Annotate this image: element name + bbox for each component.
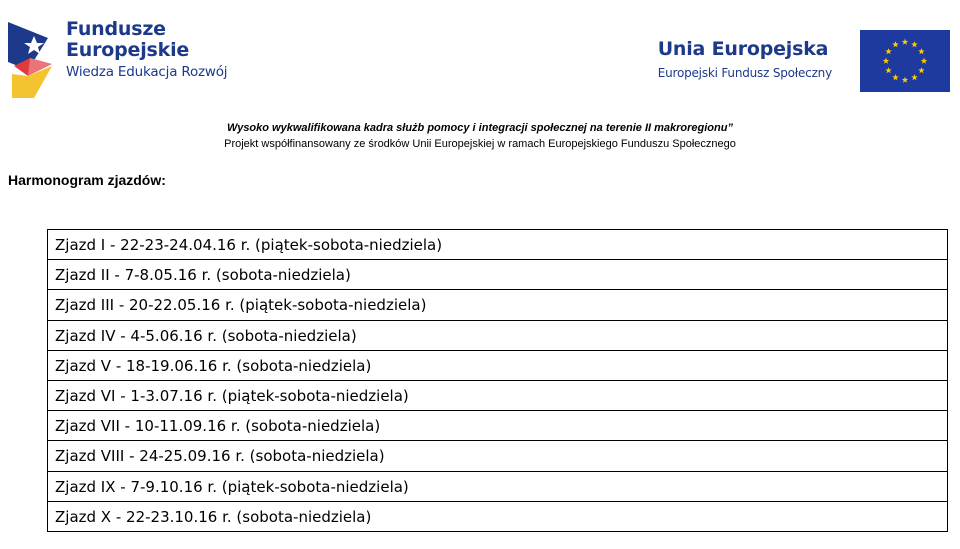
fe-logo-line1: Fundusze <box>66 18 166 40</box>
schedule-row: Zjazd IX - 7-9.10.16 r. (piątek-sobota-niedziela) <box>48 472 947 502</box>
schedule-row: Zjazd IV - 4-5.06.16 r. (sobota-niedziela) <box>48 321 947 351</box>
fe-logo-line3: Wiedza Edukacja Rozwój <box>66 64 228 80</box>
fundusze-europejskie-logo <box>8 18 248 98</box>
project-title: Wysoko wykwalifikowana kadra służb pomocy i integracji społecznej na terenie II makroregionu” <box>227 122 733 134</box>
schedule-row: Zjazd II - 7-8.05.16 r. (sobota-niedziela) <box>48 260 947 290</box>
schedule-row: Zjazd VIII - 24-25.09.16 r. (sobota-niedziela) <box>48 441 947 471</box>
schedule-row: Zjazd VI - 1-3.07.16 r. (piątek-sobota-niedziela) <box>48 381 947 411</box>
schedule-row: Zjazd VII - 10-11.09.16 r. (sobota-niedziela) <box>48 411 947 441</box>
schedule-table <box>47 229 948 532</box>
ue-logo-subtitle: Europejski Fundusz Społeczny <box>657 66 832 80</box>
schedule-row: Zjazd V - 18-19.06.16 r. (sobota-niedziela) <box>48 351 947 381</box>
schedule-row: Zjazd III - 20-22.05.16 r. (piątek-sobota-niedziela) <box>48 290 947 320</box>
eu-flag-icon <box>860 30 950 92</box>
project-info <box>0 120 960 152</box>
schedule-heading: Harmonogram zjazdów: <box>8 172 166 188</box>
schedule-row: Zjazd I - 22-23-24.04.16 r. (piątek-sobota-niedziela) <box>48 230 947 260</box>
schedule-row: Zjazd X - 22-23.10.16 r. (sobota-niedziela) <box>48 502 947 532</box>
project-cofinancing: Projekt współfinansowany ze środków Unii Europejskiej w ramach Europejskiego Funduszu Społecznego <box>224 138 736 150</box>
ue-logo-title: Unia Europejska <box>657 38 829 60</box>
fe-logo-line2: Europejskie <box>66 39 190 61</box>
fundusze-europejskie-emblem-icon <box>8 18 60 98</box>
